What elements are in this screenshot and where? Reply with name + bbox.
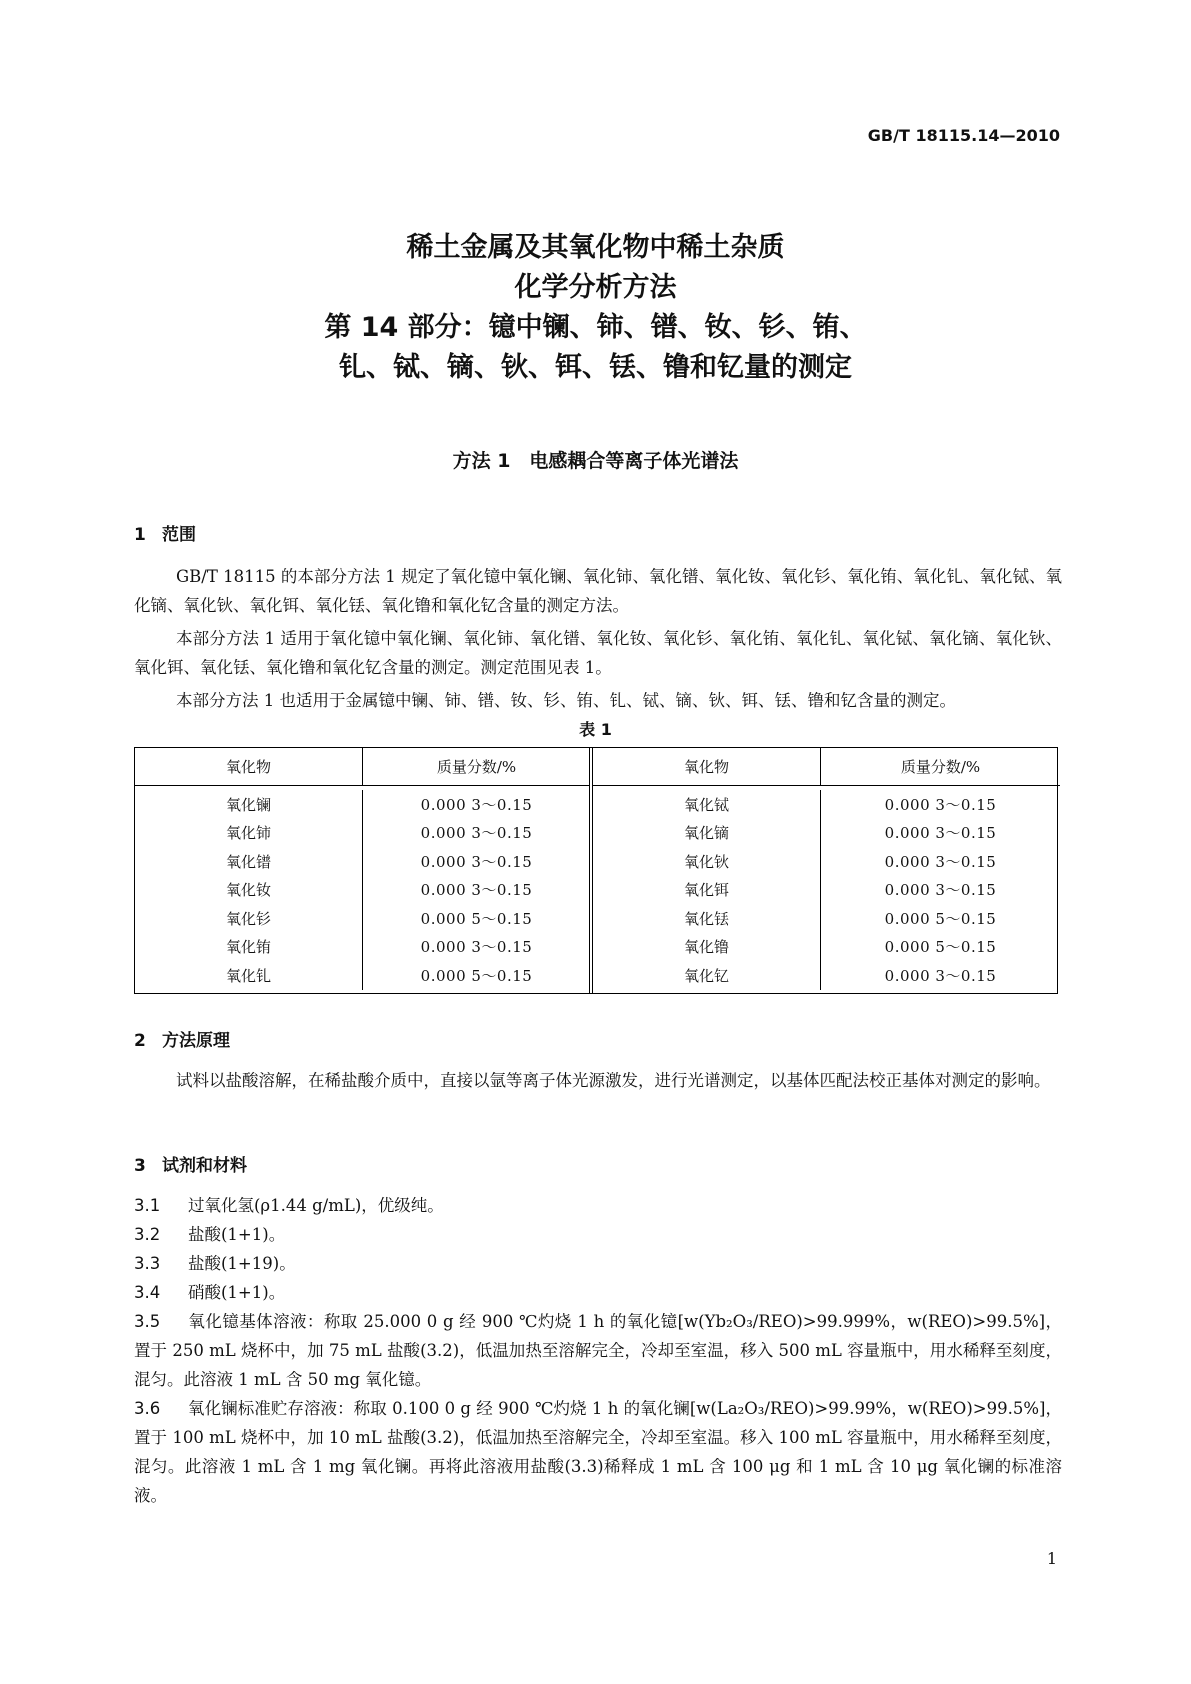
table-right-body xyxy=(593,786,1060,990)
oxide-cell: 氧化铕 xyxy=(135,933,363,962)
table-header-row xyxy=(135,748,590,786)
table-row xyxy=(593,904,1060,933)
title-line-2: 化学分析方法 xyxy=(514,272,677,303)
oxide-cell: 氧化钆 xyxy=(135,961,363,990)
item-text: 硝酸(1+1)。 xyxy=(188,1283,286,1302)
range-cell: 0.000 3～0.15 xyxy=(884,824,997,843)
range-cell: 0.000 5～0.15 xyxy=(420,966,533,985)
item-text: 氧化镱基体溶液：称取 25.000 0 g 经 900 ℃灼烧 1 h 的氧化镱[w(Yb₂O₃/REO)>99.999%，w(REO)>99.5%]，置于 250 mL 烧杯中，加 75 mL 盐酸(3.2)，低温加热至溶解完全，冷却至室温，移入 500 mL 容量瓶中，用水稀释至刻度，混匀。此溶液 1 mL 含 50 mg 氧化镱。 xyxy=(134,1312,1062,1389)
range-cell: 0.000 3～0.15 xyxy=(884,966,997,985)
range-cell: 0.000 3～0.15 xyxy=(420,795,533,814)
reagent-item xyxy=(134,1278,1062,1307)
table-row xyxy=(593,876,1060,905)
oxide-cell: 氧化镥 xyxy=(593,933,821,962)
section-number: 1 xyxy=(134,525,146,545)
table-row xyxy=(593,961,1060,990)
range-cell: 0.000 3～0.15 xyxy=(420,824,533,843)
item-text: 氧化镧标准贮存溶液：称取 0.100 0 g 经 900 ℃灼烧 1 h 的氧化镧[w(La₂O₃/REO)>99.99%，w(REO)>99.5%]，置于 100 mL 烧杯中，加 10 mL 盐酸(3.2)，低温加热至溶解完全，冷却至室温。移入 100 mL 容量瓶中，用水稀释至刻度，混匀。此溶液 1 mL 含 1 mg 氧化镧。再将此溶液用盐酸(3.3)稀释成 1 mL 含 100 μg 和 1 mL 含 10 μg 氧化镧的标准溶液。 xyxy=(134,1399,1062,1505)
table-row xyxy=(593,819,1060,848)
oxide-cell: 氧化铒 xyxy=(593,876,821,905)
item-text: 过氧化氢(ρ1.44 g/mL)，优级纯。 xyxy=(188,1196,444,1215)
range-cell: 0.000 3～0.15 xyxy=(420,938,533,957)
section-number: 2 xyxy=(134,1031,146,1051)
table-row xyxy=(135,933,590,962)
standard-code: GB/T 18115.14—2010 xyxy=(867,126,1060,145)
table-row xyxy=(135,790,590,819)
section-3-heading xyxy=(134,1151,247,1176)
table-row xyxy=(593,933,1060,962)
item-number: 3.1 xyxy=(134,1196,161,1215)
table-row xyxy=(135,961,590,990)
reagent-item xyxy=(134,1191,1062,1220)
reagent-item xyxy=(134,1307,1062,1394)
title-line-3: 第 14 部分：镱中镧、铈、镨、钕、钐、铕、 xyxy=(324,312,867,343)
range-cell: 0.000 5～0.15 xyxy=(884,909,997,928)
range-cell: 0.000 5～0.15 xyxy=(884,938,997,957)
page-number: 1 xyxy=(1046,1549,1057,1568)
table-header-row xyxy=(593,748,1060,786)
oxide-cell: 氧化钬 xyxy=(593,847,821,876)
header-oxide: 氧化物 xyxy=(135,748,363,785)
method-subtitle: 方法 1 电感耦合等离子体光谱法 xyxy=(452,450,739,472)
section-1-heading xyxy=(134,520,196,545)
header-fraction: 质量分数/% xyxy=(900,758,981,776)
section-title: 试剂和材料 xyxy=(162,1156,247,1176)
oxide-cell: 氧化镧 xyxy=(135,790,363,819)
reagent-item xyxy=(134,1394,1062,1510)
range-cell: 0.000 3～0.15 xyxy=(420,881,533,900)
range-cell: 0.000 5～0.15 xyxy=(420,909,533,928)
oxide-cell: 氧化铽 xyxy=(593,790,821,819)
scope-paragraph-2: 本部分方法 1 适用于氧化镱中氧化镧、氧化铈、氧化镨、氧化钕、氧化钐、氧化铕、氧化钆、氧化铽、氧化镝、氧化钬、氧化铒、氧化铥、氧化镥和氧化钇含量的测定。测定范围见表 1。 xyxy=(134,629,1062,677)
range-cell: 0.000 3～0.15 xyxy=(420,852,533,871)
range-cell: 0.000 3～0.15 xyxy=(884,881,997,900)
table-caption: 表 1 xyxy=(579,720,612,739)
title-line-1: 稀土金属及其氧化物中稀土杂质 xyxy=(406,232,785,263)
header-oxide: 氧化物 xyxy=(593,748,821,785)
section-title: 范围 xyxy=(162,525,196,545)
table-row xyxy=(135,876,590,905)
section-title: 方法原理 xyxy=(162,1031,230,1051)
table-right-half xyxy=(589,748,1060,993)
title-line-4: 钆、铽、镝、钬、铒、铥、镥和钇量的测定 xyxy=(339,352,852,383)
scope-paragraph-1: GB/T 18115 的本部分方法 1 规定了氧化镱中氧化镧、氧化铈、氧化镨、氧化钕、氧化钐、氧化铕、氧化钆、氧化铽、氧化镝、氧化钬、氧化铒、氧化铥、氧化镥和氧化钇含量的测定方法。 xyxy=(134,567,1062,615)
table-row xyxy=(593,790,1060,819)
oxide-cell: 氧化铈 xyxy=(135,819,363,848)
oxide-cell: 氧化钇 xyxy=(593,961,821,990)
table-row xyxy=(593,847,1060,876)
header-fraction: 质量分数/% xyxy=(436,758,517,776)
item-text: 盐酸(1+1)。 xyxy=(188,1225,286,1244)
principle-paragraph: 试料以盐酸溶解，在稀盐酸介质中，直接以氩等离子体光源激发，进行光谱测定，以基体匹配法校正基体对测定的影响。 xyxy=(176,1071,1051,1090)
item-number: 3.6 xyxy=(134,1399,161,1418)
oxide-cell: 氧化镨 xyxy=(135,847,363,876)
oxide-cell: 氧化镝 xyxy=(593,819,821,848)
table-row xyxy=(135,847,590,876)
oxide-cell: 氧化钐 xyxy=(135,904,363,933)
table-row xyxy=(135,819,590,848)
table-left-body xyxy=(135,786,590,990)
table-row xyxy=(135,904,590,933)
section-number: 3 xyxy=(134,1156,146,1176)
range-table xyxy=(134,747,1058,994)
range-cell: 0.000 3～0.15 xyxy=(884,795,997,814)
scope-paragraph-3: 本部分方法 1 也适用于金属镱中镧、铈、镨、钕、钐、铕、钆、铽、镝、钬、铒、铥、镥和钇含量的测定。 xyxy=(176,691,956,710)
item-number: 3.2 xyxy=(134,1225,161,1244)
item-number: 3.3 xyxy=(134,1254,161,1273)
table-left-half xyxy=(135,748,590,993)
item-number: 3.4 xyxy=(134,1283,161,1302)
oxide-cell: 氧化钕 xyxy=(135,876,363,905)
range-cell: 0.000 3～0.15 xyxy=(884,852,997,871)
item-text: 盐酸(1+19)。 xyxy=(188,1254,296,1273)
section-2-heading xyxy=(134,1026,230,1051)
item-number: 3.5 xyxy=(134,1312,161,1331)
oxide-cell: 氧化铥 xyxy=(593,904,821,933)
document-title xyxy=(0,228,1191,388)
reagent-item xyxy=(134,1249,1062,1278)
reagent-item xyxy=(134,1220,1062,1249)
